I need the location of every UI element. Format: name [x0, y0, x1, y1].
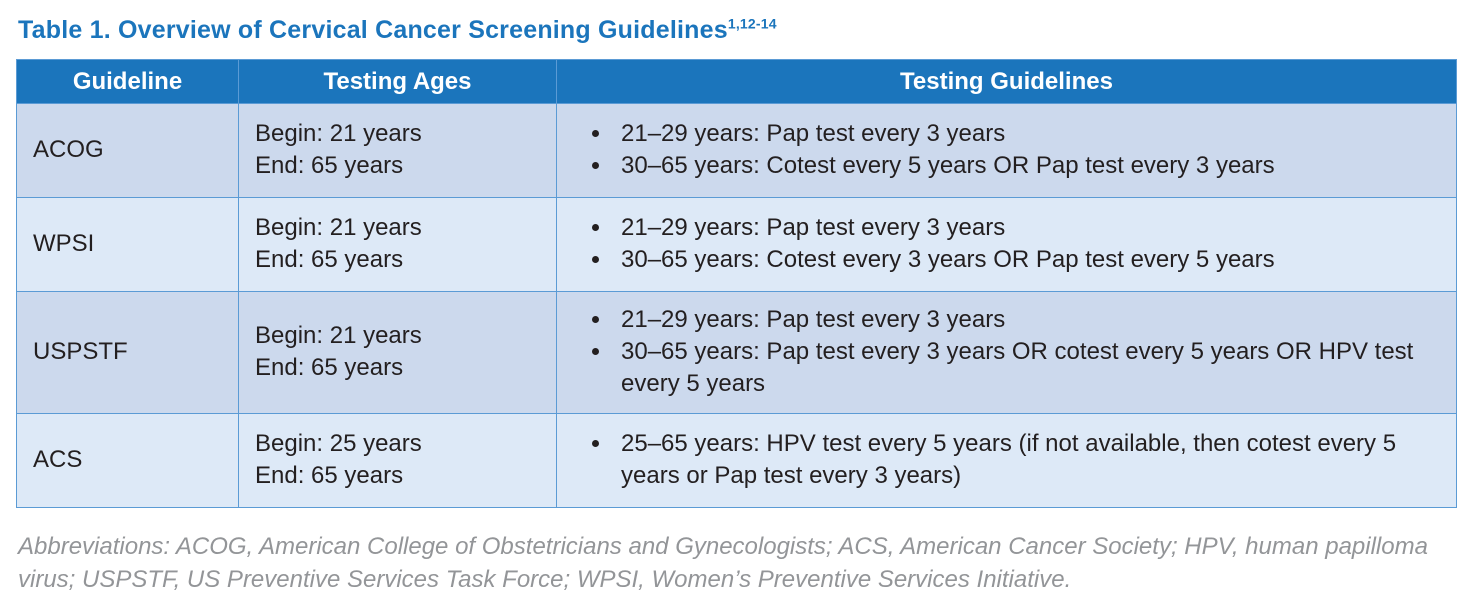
testing-ages	[239, 291, 557, 413]
age-end: End: 65 years	[255, 462, 404, 490]
guideline-name: WPSI	[17, 197, 239, 291]
testing-ages	[239, 197, 557, 291]
rule-list	[567, 212, 1438, 277]
table-row	[17, 197, 1457, 291]
rule-list	[567, 304, 1438, 401]
testing-ages	[239, 104, 557, 198]
abbreviations-footnote: Abbreviations: ACOG, American College of Obstetricians and Gynecologists; ACS, American Cancer Society; HPV, human papilloma virus; USPSTF, US Preventive Services Task Force; WPSI, Women’s Preventive Services Initiative.	[18, 532, 1428, 594]
table-title-text: Table 1. Overview of Cervical Cancer Screening Guidelines	[18, 16, 728, 44]
guideline-name: ACS	[17, 413, 239, 507]
rule-item: • 21–29 years: Pap test every 3 years	[613, 304, 1438, 336]
guidelines-table	[16, 59, 1457, 508]
age-end: End: 65 years	[255, 152, 404, 180]
rule-item: • 30–65 years: Pap test every 3 years OR cotest every 5 years OR HPV test every 5 years	[613, 336, 1438, 401]
table-title-superscript: 1,12-14	[727, 15, 777, 32]
guideline-name: ACOG	[17, 104, 239, 198]
testing-guidelines	[557, 104, 1457, 198]
age-begin: Begin: 25 years	[255, 429, 422, 457]
testing-ages	[239, 413, 557, 507]
rule-list	[567, 428, 1438, 493]
guideline-name: USPSTF	[17, 291, 239, 413]
rule-item: • 25–65 years: HPV test every 5 years (if not available, then cotest every 5 years or Pap test every 3 years)	[613, 428, 1438, 493]
age-begin: Begin: 21 years	[255, 213, 422, 241]
testing-guidelines	[557, 197, 1457, 291]
testing-guidelines	[557, 291, 1457, 413]
testing-guidelines	[557, 413, 1457, 507]
table-title	[18, 16, 1457, 45]
rule-item: • 21–29 years: Pap test every 3 years	[613, 212, 1438, 244]
header-guideline: Guideline	[17, 60, 239, 104]
rule-item: • 30–65 years: Cotest every 5 years OR Pap test every 3 years	[613, 150, 1438, 182]
age-begin: Begin: 21 years	[255, 120, 422, 147]
table-row	[17, 413, 1457, 507]
header-testing-ages: Testing Ages	[239, 60, 557, 104]
header-testing-guidelines: Testing Guidelines	[557, 60, 1457, 104]
rule-list	[567, 118, 1438, 183]
age-end: End: 65 years	[255, 246, 404, 274]
header-row	[17, 60, 1457, 104]
table-row	[17, 104, 1457, 198]
age-begin: Begin: 21 years	[255, 321, 422, 349]
age-end: End: 65 years	[255, 354, 404, 382]
rule-item: • 21–29 years: Pap test every 3 years	[613, 118, 1438, 150]
table-row	[17, 291, 1457, 413]
rule-item: • 30–65 years: Cotest every 3 years OR Pap test every 5 years	[613, 244, 1438, 276]
